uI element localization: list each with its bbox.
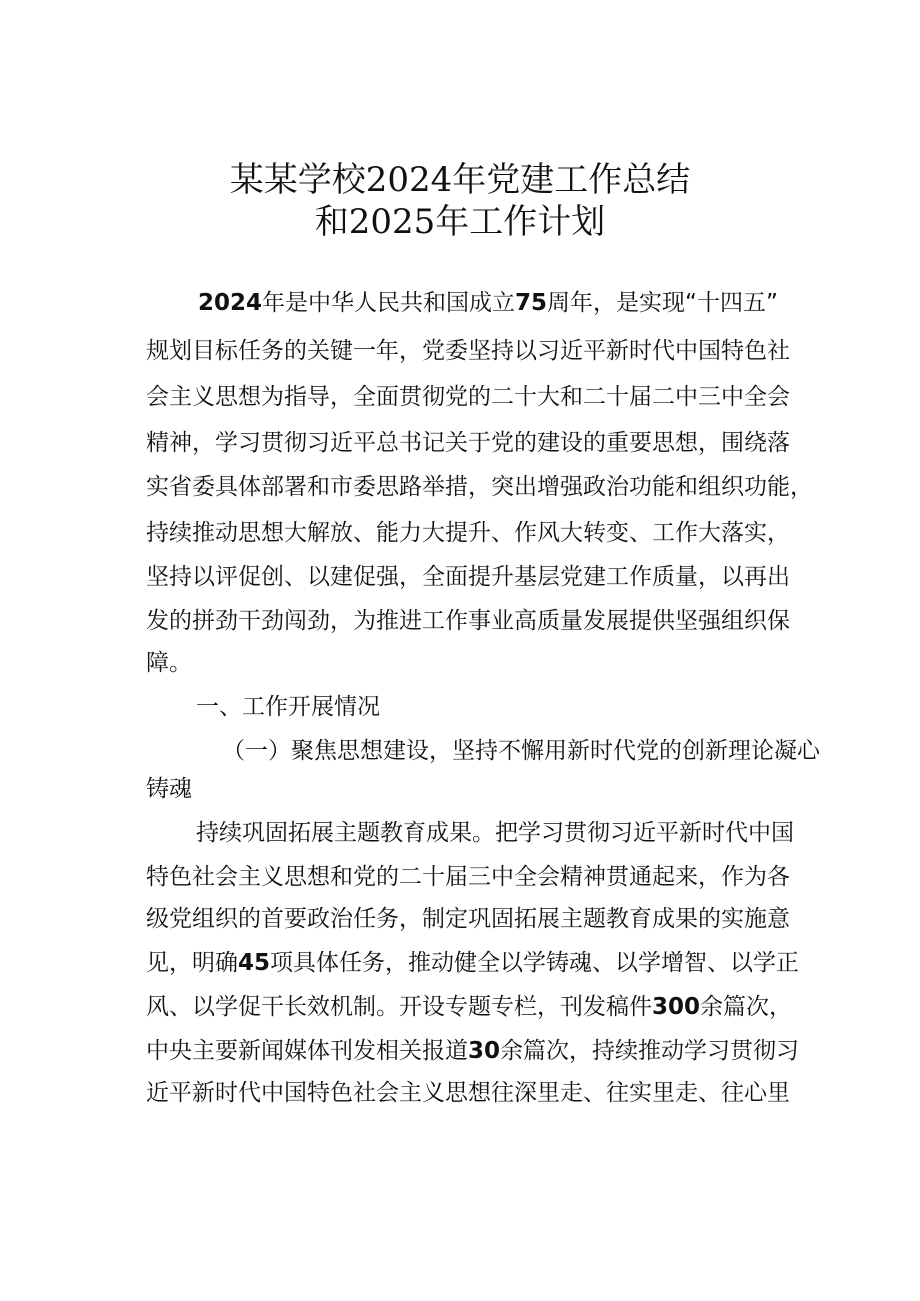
intro-line-9: 障。: [146, 650, 192, 676]
report-count: 30: [468, 1038, 501, 1064]
body-line-5: [146, 990, 806, 1024]
body-line-4: [146, 946, 806, 980]
intro-line-3: 会主义思想为指导，全面贯彻党的二十大和二十届二中三中全会: [146, 384, 790, 410]
intro-line-2: 规划目标任务的关键一年，党委坚持以习近平新时代中国特色社: [146, 338, 790, 364]
text-run: 风、以学促干长效机制。开设专题专栏，刊发稿件: [146, 994, 652, 1020]
subsection-heading-line-2: 铸魂: [146, 776, 192, 802]
body-line-7: 近平新时代中国特色社会主义思想往深里走、往实里走、往心里: [146, 1080, 790, 1106]
subsection-heading-line-1: （一）聚焦思想建设，坚持不懈用新时代党的创新理论凝心: [222, 738, 820, 764]
text-run: 周年，是实现“十四五”: [547, 290, 778, 316]
text-run: 项具体任务，推动健全以学铸魂、以学增智、以学正: [270, 950, 800, 976]
document-title-line-2: 和2025年工作计划: [314, 202, 606, 242]
intro-line-4: 精神，学习贯彻习近平总书记关于党的建设的重要思想，围绕落: [146, 430, 790, 456]
intro-line-5: 实省委具体部署和市委思路举措，突出增强政治功能和组织功能，: [146, 474, 813, 500]
body-line-2: 特色社会主义思想和党的二十届三中全会精神贯通起来，作为各: [146, 864, 790, 890]
text-run: 余篇次，: [700, 994, 793, 1020]
body-line-1: 持续巩固拓展主题教育成果。把学习贯彻习近平新时代中国: [196, 820, 794, 846]
task-count: 45: [238, 950, 271, 976]
year-number: 2024: [198, 290, 263, 316]
intro-line-8: 发的拼劲干劲闯劲，为推进工作事业高质量发展提供坚强组织保: [146, 608, 790, 634]
text-run: 余篇次，持续推动学习贯彻习: [500, 1038, 800, 1064]
document-title-line-1: 某某学校2024年党建工作总结: [229, 160, 691, 200]
intro-line-1: [198, 286, 808, 320]
text-run: 见，明确: [146, 950, 238, 976]
intro-line-7: 坚持以评促创、以建促强，全面提升基层党建工作质量，以再出: [146, 564, 790, 590]
text-run: 年是中华人民共和国成立: [262, 290, 516, 316]
anniversary-number: 75: [515, 290, 548, 316]
article-count: 300: [652, 994, 701, 1020]
body-line-6: [146, 1034, 806, 1068]
body-line-3: 级党组织的首要政治任务，制定巩固拓展主题教育成果的实施意: [146, 906, 790, 932]
section-heading: 一、工作开展情况: [196, 694, 380, 720]
text-run: 中央主要新闻媒体刊发相关报道: [146, 1038, 468, 1064]
intro-line-6: 持续推动思想大解放、能力大提升、作风大转变、工作大落实，: [146, 520, 790, 546]
